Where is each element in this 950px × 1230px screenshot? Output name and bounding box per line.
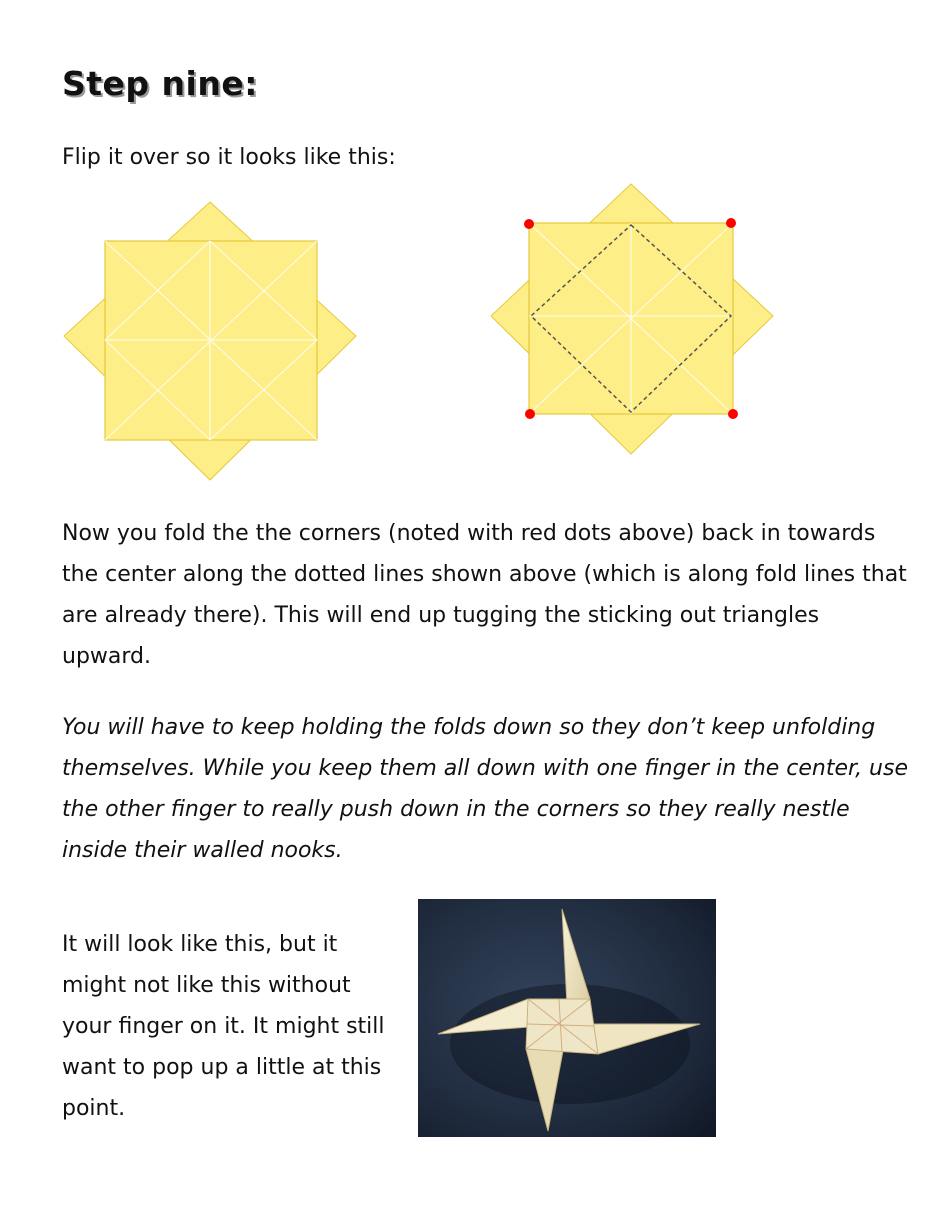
step-heading: Step nine: [62, 64, 258, 103]
instructions-paragraph: Now you fold the the corners (noted with red dots above) back in towards the center along the dotted lines shown above (which is along fold lines that are already there). This will end up tugging the sticking out triangles upward. [62, 521, 907, 669]
tip-paragraph: You will have to keep holding the folds down so they don’t keep unfolding themselves. While you keep them all down with one finger in the center, use the other finger to really push down in the corners so they really nestle inside their walled nooks. [62, 715, 908, 863]
result-paragraph: It will look like this, but it might not like this without your finger on it. It might still want to pop up a little at this point. [62, 932, 385, 1121]
folded-result-photo [418, 899, 716, 1137]
red-dot-top-right [726, 218, 736, 228]
red-dot-bottom-right [728, 409, 738, 419]
intro-text: Flip it over so it looks like this: [62, 145, 396, 170]
red-dot-top-left [524, 219, 534, 229]
fold-corners-diagram [488, 180, 778, 458]
flipped-paper-diagram [60, 198, 360, 484]
red-dot-bottom-left [525, 409, 535, 419]
